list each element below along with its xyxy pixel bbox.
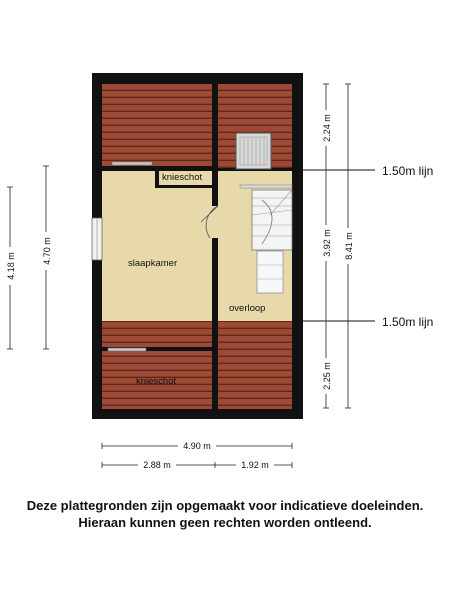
roof-hatch <box>236 133 271 169</box>
disclaimer-line-1: Deze plattegronden zijn opgemaakt voor indicatieve doeleinden. <box>26 498 424 513</box>
knieschot-bottom-label: knieschot <box>136 376 177 387</box>
center-wall <box>212 84 218 410</box>
height-line-lower-label: 1.50m lijn <box>382 315 434 329</box>
window-bottom <box>108 348 146 351</box>
slaapkamer-room <box>102 171 213 321</box>
height-line-upper-label: 1.50m lijn <box>382 164 434 178</box>
roof-mid-strip <box>102 321 292 347</box>
dim-left-inner: 4.18 m <box>6 252 16 280</box>
dim-left-outer: 4.70 m <box>42 237 52 265</box>
disclaimer-line-2: Hieraan kunnen geen rechten worden ontleend. <box>78 515 372 530</box>
dim-right-top: 2.24 m <box>322 114 332 142</box>
dim-bottom-total: 4.90 m <box>183 441 211 451</box>
knieschot-top-front <box>159 185 212 188</box>
window-top <box>112 162 152 165</box>
slaapkamer-label: slaapkamer <box>128 258 178 269</box>
dim-bottom-left: 2.88 m <box>143 460 171 470</box>
knieschot-top-label: knieschot <box>162 172 203 183</box>
roof-bottom-right <box>218 347 292 409</box>
knieschot-top-side-wall <box>155 166 159 188</box>
dim-right-mid: 3.92 m <box>322 229 332 257</box>
dim-right-bottom: 2.25 m <box>322 362 332 390</box>
roof-top-left <box>102 84 212 166</box>
dim-bottom-right: 1.92 m <box>241 460 269 470</box>
overloop-label: overloop <box>229 303 266 314</box>
stair-railing <box>240 185 292 188</box>
dim-right-total: 8.41 m <box>344 232 354 260</box>
